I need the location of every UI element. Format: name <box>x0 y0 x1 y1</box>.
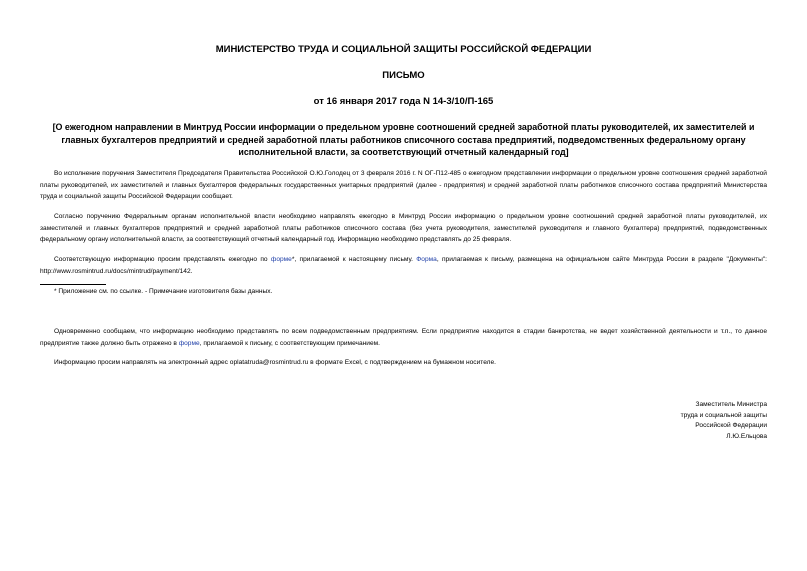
letter-subject: [О ежегодном направлении в Минтруд России информации о предельном уровне соотношений средней заработной платы руководителей, их заместителей и главных бухгалтеров предприятий и средней заработной платы работников списочного состава предприятий, подведомственных федеральному органу исполнительной власти, за соответствующий отчетный календарный год] <box>52 122 755 157</box>
paragraph-4-text-b: , прилагаемой к письму, с соответствующим примечанием. <box>199 339 380 347</box>
paragraph-4 <box>40 326 767 349</box>
paragraph-5: Информацию просим направлять на электронный адрес oplatatruda@rosmintrud.ru в формате Excel, с подтверждением на бумажном носителе. <box>54 359 496 366</box>
paragraph-1: Во исполнение поручения Заместителя Председателя Правительства Российской О.Ю.Голодец от 3 февраля 2016 г. N ОГ-П12-485 о ежегодном представлении информации о предельном уровне соотношения средней заработной платы руководителей, их заместителей и главных бухгалтеров федеральных государственных унитарных предприятий (далее - предприятия) и средней заработной платы работников списочного состава предприятий Министерства труда и социальной защиты Российской Федерации сообщает. <box>40 170 767 201</box>
paragraph-2: Согласно поручению Федеральным органам исполнительной власти необходимо направлять ежегодно в Минтруд России информацию о предельном уровне соотношений средней заработной платы руководителей, их заместителей и главных бухгалтеров предприятий и средней заработной платы работников списочного состава (без учета руководителя, заместителей руководителя и главного бухгалтера) предприятий, подведомственных федеральному органу исполнительной власти, за соответствующий отчетный календарный год. Информацию необходимо представлять до 25 февраля. <box>40 213 767 244</box>
paragraph-3-text-c: , прилагаемая к письму, размещена на официальном сайте Минтруда России в разделе "Документы": http://www.rosmintrud.ru/docs/mintrud/payment/142. <box>40 256 768 275</box>
signatory-name: Л.Ю.Ельцова <box>726 433 767 441</box>
signature-line-2: труда и социальной защиты <box>680 411 767 419</box>
signature-block <box>681 400 767 443</box>
signature-line-1: Заместитель Министра <box>695 401 767 408</box>
form-link[interactable]: форме <box>270 256 292 263</box>
paragraph-4-text-a: Одновременно сообщаем, что информацию необходимо представлять по всем подведомственным предприятиям. Если предприятие находится в стадии банкротства, не ведет хозяйственной деятельности и т.п., то данное предприятие также должно быть отражено в <box>40 328 767 347</box>
document-type: ПИСЬМО <box>382 70 425 81</box>
footnote-divider <box>40 284 106 285</box>
signature-line-3: Российской Федерации <box>695 422 767 430</box>
form-link-3[interactable]: форме <box>178 339 200 347</box>
paragraph-3-text-b: *, прилагаемой к настоящему письму. <box>291 256 417 263</box>
form-link-2[interactable]: Форма <box>416 256 437 263</box>
paragraph-3-text-a: Соответствующую информацию просим представлять ежегодно по <box>54 256 271 263</box>
date-number: от 16 января 2017 года N 14-3/10/П-165 <box>313 96 494 107</box>
footnote: * Приложение см. по ссылке. - Примечание изготовителя базы данных. <box>54 288 273 295</box>
paragraph-3 <box>40 254 767 277</box>
ministry-heading: МИНИСТЕРСТВО ТРУДА И СОЦИАЛЬНОЙ ЗАЩИТЫ РОССИЙСКОЙ ФЕДЕРАЦИИ <box>215 44 592 55</box>
